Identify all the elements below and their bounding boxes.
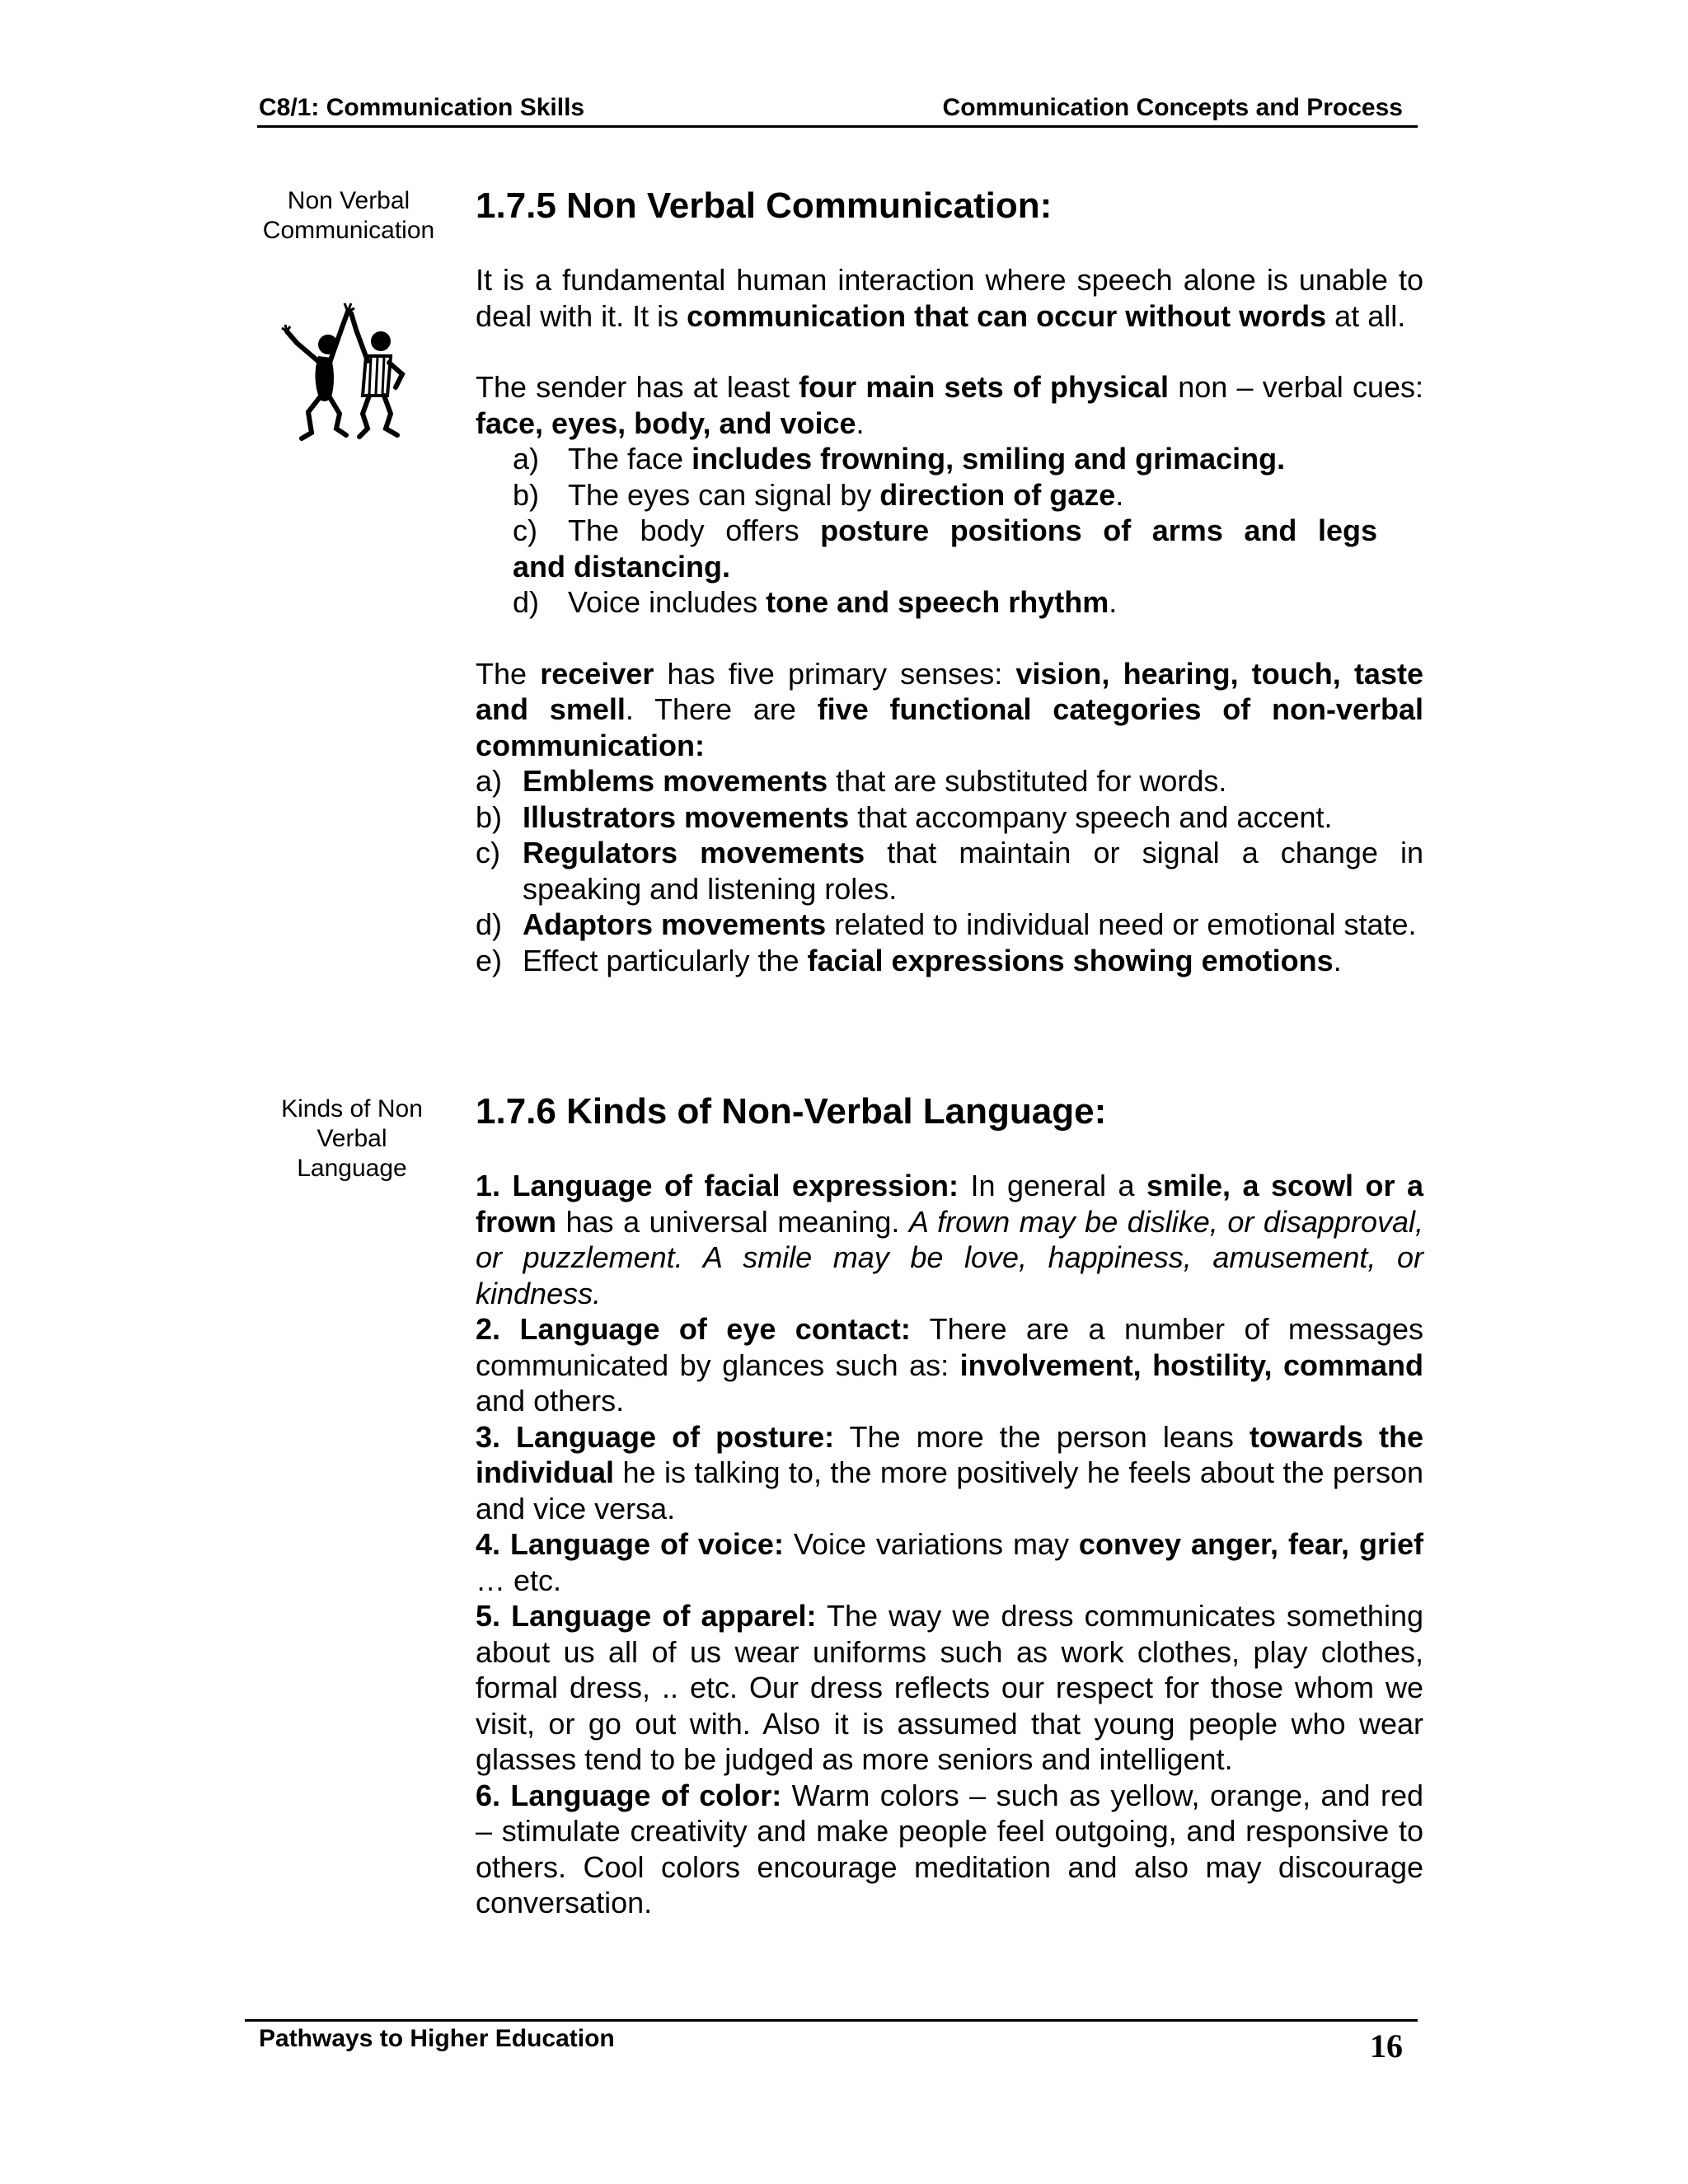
paragraph-definition: It is a fundamental human interaction where speech alone is unable to deal with it. It is communication that can occur without words at all. [476, 263, 1423, 333]
page-header [257, 92, 1418, 128]
header-chapter-title: Communication Concepts and Process [942, 94, 1403, 121]
list-item: a) The face includes frowning, smiling and grimacing. [513, 442, 1286, 476]
list-item: c) The body offers posture positions of arms and legs [513, 513, 1377, 547]
kind-eye-contact: 2. Language of eye contact: There are a number of messages communicated by glances such as: involvement, hostility, command and others. [476, 1312, 1423, 1418]
list-item: d) Voice includes tone and speech rhythm. [513, 585, 1118, 619]
section-heading: 1.7.5 Non Verbal Communication: [476, 185, 1053, 226]
dancing-figures-icon [279, 297, 419, 445]
paragraph-receiver: The receiver has five primary senses: vision, hearing, touch, taste and smell. There are five functional categories of non-verbal communication: [476, 656, 1423, 762]
header-course-title: C8/1: Communication Skills [259, 94, 585, 121]
kind-facial-expression: 1. Language of facial expression: In general a smile, a scowl or a frown has a universal meaning. A frown may be dislike, or disapproval, or puzzlement. A smile may be love, happiness, amusement, or kindness. [476, 1169, 1423, 1310]
cue-list [476, 441, 1423, 621]
page-number: 16 [1370, 2027, 1403, 2064]
list-item: a) Emblems movements that are substituted for words. [476, 764, 1227, 798]
kind-posture: 3. Language of posture: The more the person leans towards the individual he is talking to, the more positively he feels about the person and vice versa. [476, 1419, 1423, 1526]
page-footer [245, 2019, 1418, 2063]
list-item-continuation: and distancing. [513, 549, 731, 583]
list-item: d) Adaptors movements related to individual need or emotional state. [476, 907, 1417, 941]
kind-apparel: 5. Language of apparel: The way we dress communicates something about us all of us wear uniforms such as work clothes, play clothes, formal dress, .. etc. Our dress reflects our respect for those whom we visit, or go out with. Also it is assumed that young people who wear glasses tend to be judged as more seniors and intelligent. [476, 1599, 1423, 1776]
kind-voice: 4. Language of voice: Voice variations may convey anger, fear, grief … etc. [476, 1527, 1423, 1597]
margin-note-non-verbal: Non Verbal Communication [262, 187, 435, 244]
section-1-7-5 [476, 185, 1423, 978]
footer-publication: Pathways to Higher Education [259, 2025, 615, 2052]
list-item: b) Illustrators movements that accompany speech and accent. [476, 799, 1333, 834]
section-heading: 1.7.6 Kinds of Non-Verbal Language: [476, 1091, 1107, 1132]
section-1-7-6 [476, 1090, 1423, 1921]
margin-note-kinds: Kinds of Non Verbal Language [281, 1095, 423, 1182]
category-list [476, 763, 1423, 978]
paragraph-sender: The sender has at least four main sets of physical non – verbal cues: face, eyes, body, and voice. [476, 370, 1423, 440]
list-item: e) Effect particularly the facial expressions showing emotions. [476, 943, 1342, 977]
list-item: c) Regulators movements that maintain or signal a change in speaking and listening roles. [476, 836, 1424, 906]
list-item: b) The eyes can signal by direction of gaze. [513, 477, 1124, 512]
kind-color: 6. Language of color: Warm colors – such as yellow, orange, and red – stimulate creativity and make people feel outgoing, and responsive to others. Cool colors encourage meditation and also may discourage conversation. [476, 1778, 1423, 1919]
